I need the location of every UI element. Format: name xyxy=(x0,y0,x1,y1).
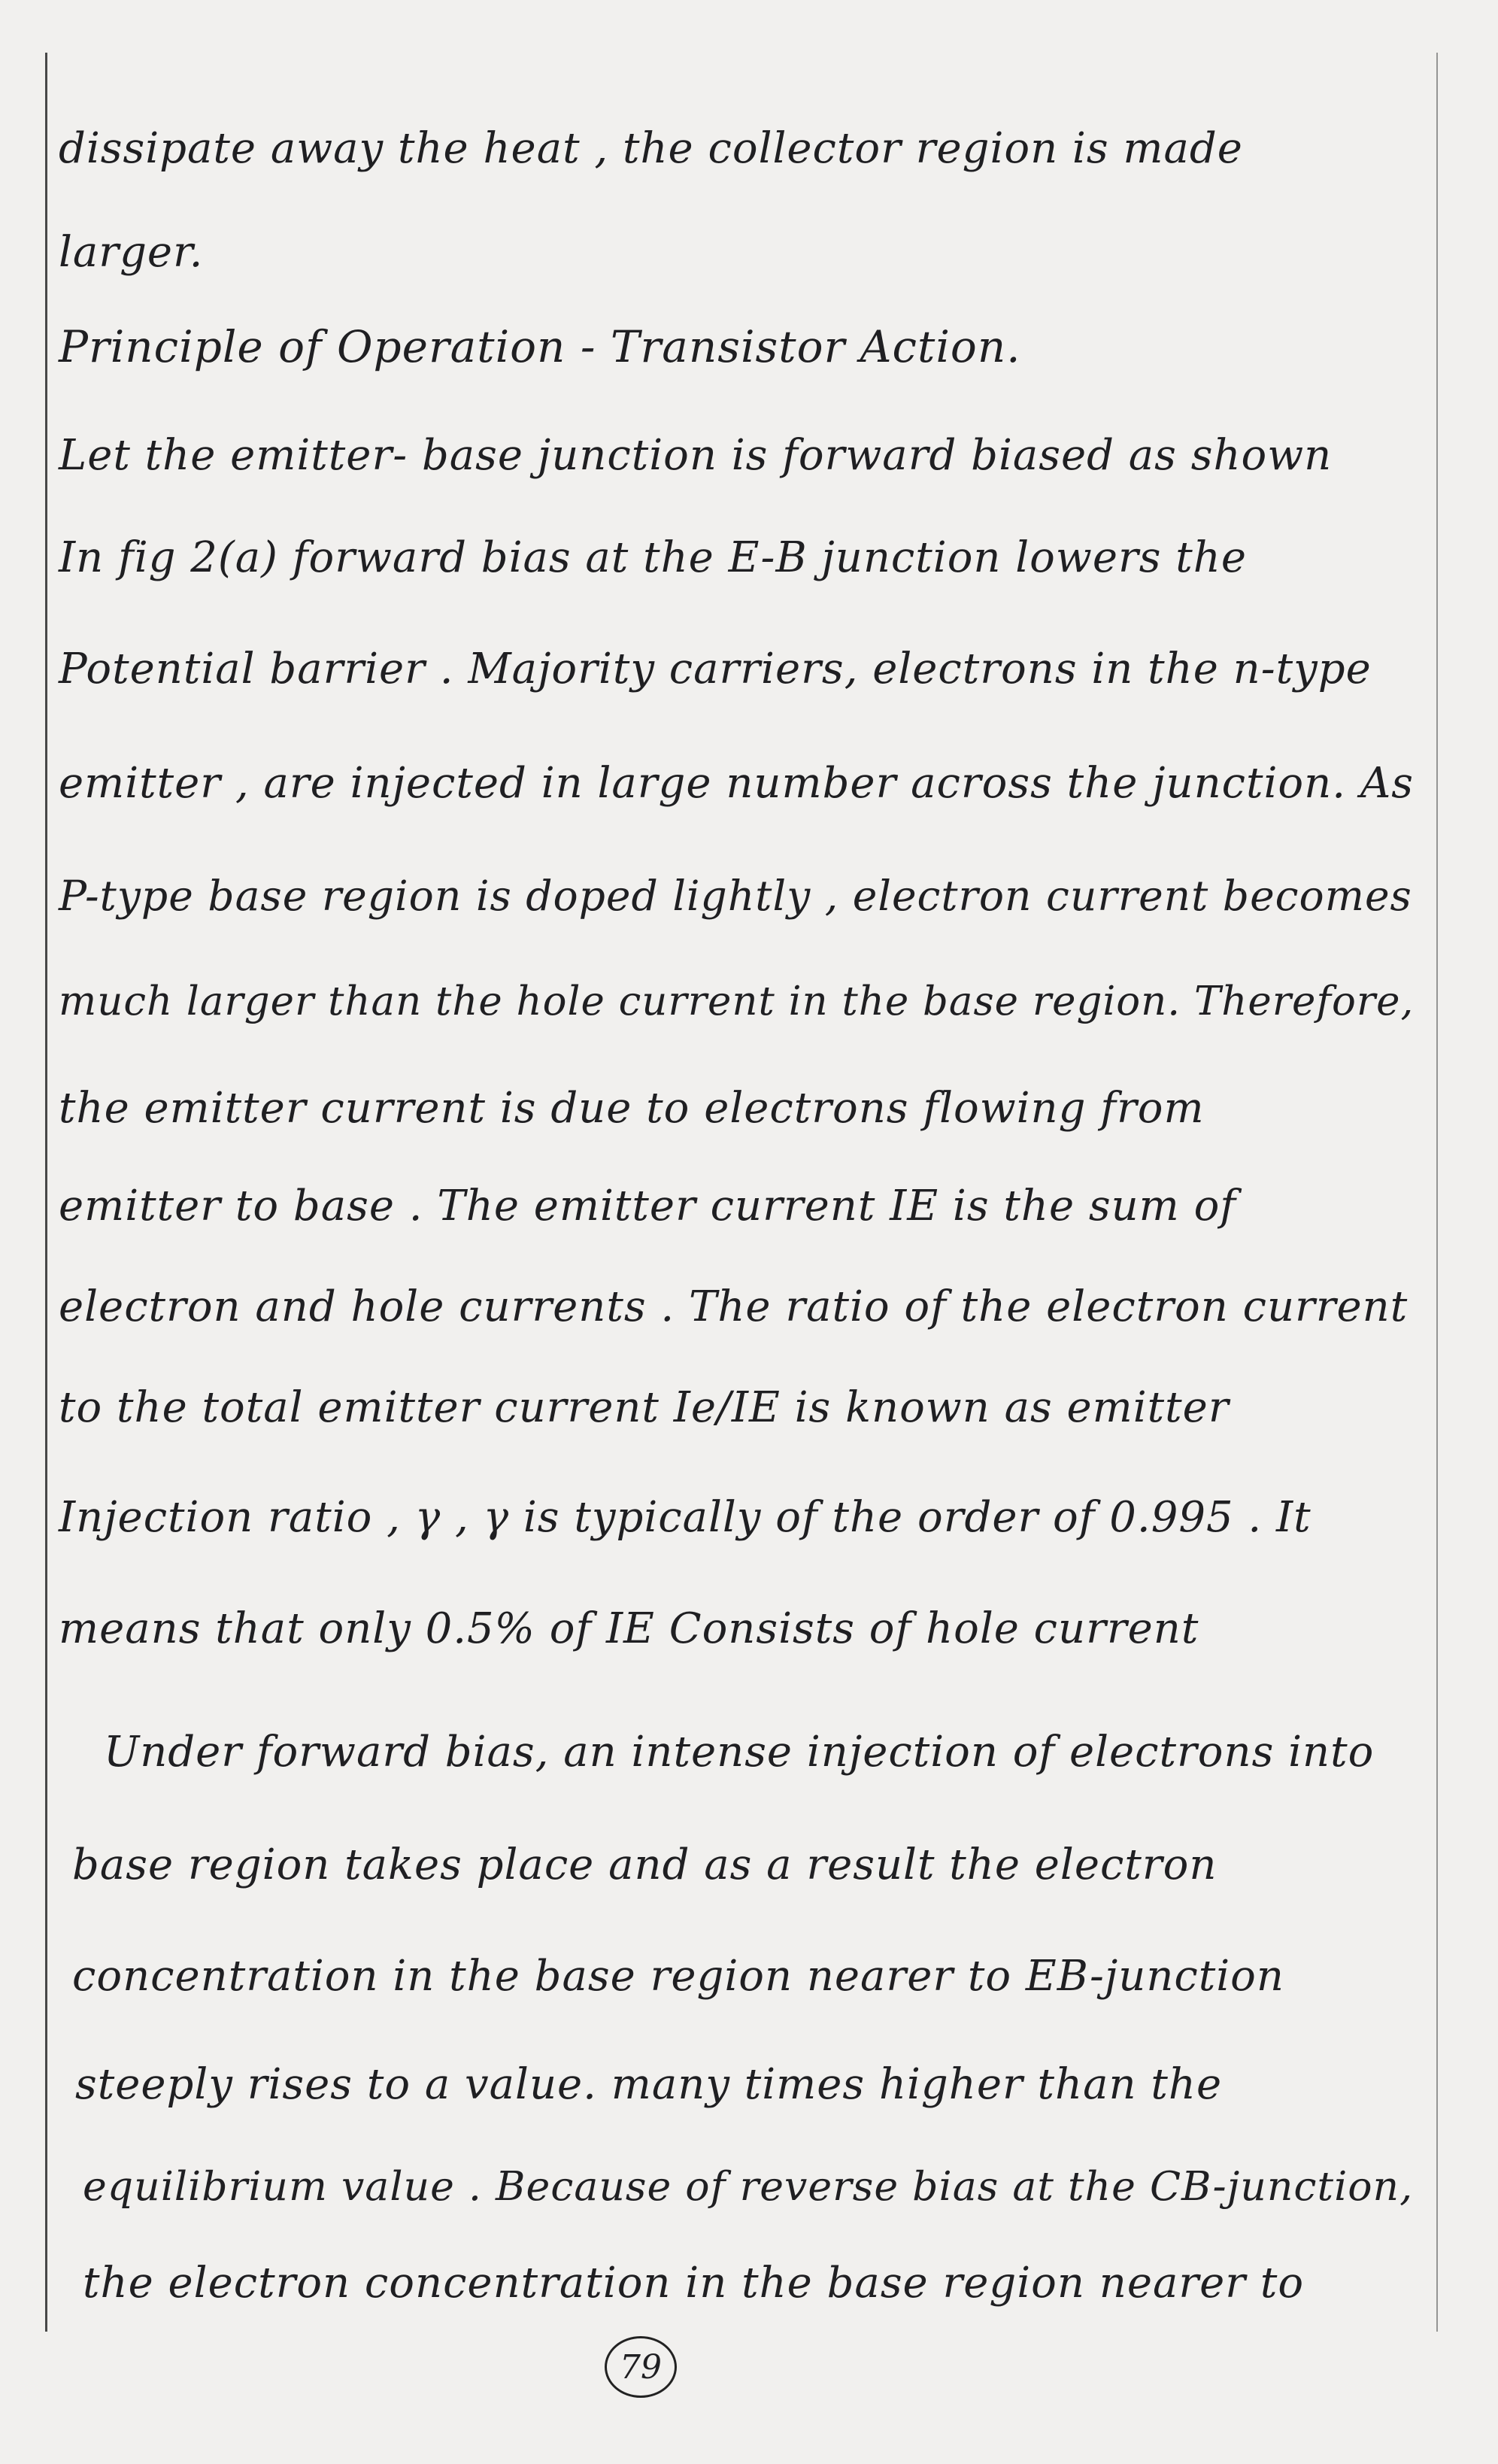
text-line-19: steeply rises to a value. many times higher than the xyxy=(75,2060,1223,2109)
text-line-18: concentration in the base region nearer to EB-junction xyxy=(72,1952,1284,2001)
text-line-15: means that only 0.5% of IE Consists of hole current xyxy=(59,1604,1199,1653)
text-line-17: base region takes place and as a result the electron xyxy=(72,1840,1218,1889)
right-margin-line xyxy=(1436,53,1438,2332)
text-line-2: larger. xyxy=(59,228,204,277)
page-number: 79 xyxy=(605,2336,677,2398)
text-line-7: emitter , are injected in large number across the junction. As xyxy=(59,759,1414,808)
text-line-14: Injection ratio , γ , γ is typically of the order of 0.995 . It xyxy=(59,1493,1312,1542)
text-line-20: equilibrium value . Because of reverse bias at the CB-junction, xyxy=(83,2162,1414,2210)
text-line-1: dissipate away the heat , the collector region is made xyxy=(59,124,1243,173)
left-margin-line xyxy=(45,53,47,2332)
text-line-21: the electron concentration in the base region nearer to xyxy=(83,2259,1305,2308)
text-line-4: Let the emitter- base junction is forward biased as shown xyxy=(59,431,1333,480)
text-line-5: In fig 2(a) forward bias at the E-B junction lowers the xyxy=(59,533,1247,582)
text-line-10: the emitter current is due to electrons flowing from xyxy=(59,1084,1205,1133)
text-line-6: Potential barrier . Majority carriers, electrons in the n-type xyxy=(59,645,1372,693)
section-heading: Principle of Operation - Transistor Action. xyxy=(59,321,1021,372)
text-line-9: much larger than the hole current in the base region. Therefore, xyxy=(59,979,1415,1024)
text-line-13: to the total emitter current Ie/IE is known as emitter xyxy=(59,1383,1230,1432)
text-line-16: Under forward bias, an intense injection of electrons into xyxy=(104,1728,1375,1777)
text-line-11: emitter to base . The emitter current IE is the sum of xyxy=(59,1182,1237,1230)
text-line-12: electron and hole currents . The ratio of the electron current xyxy=(59,1282,1409,1331)
text-line-8: P-type base region is doped lightly , electron current becomes xyxy=(59,872,1412,920)
